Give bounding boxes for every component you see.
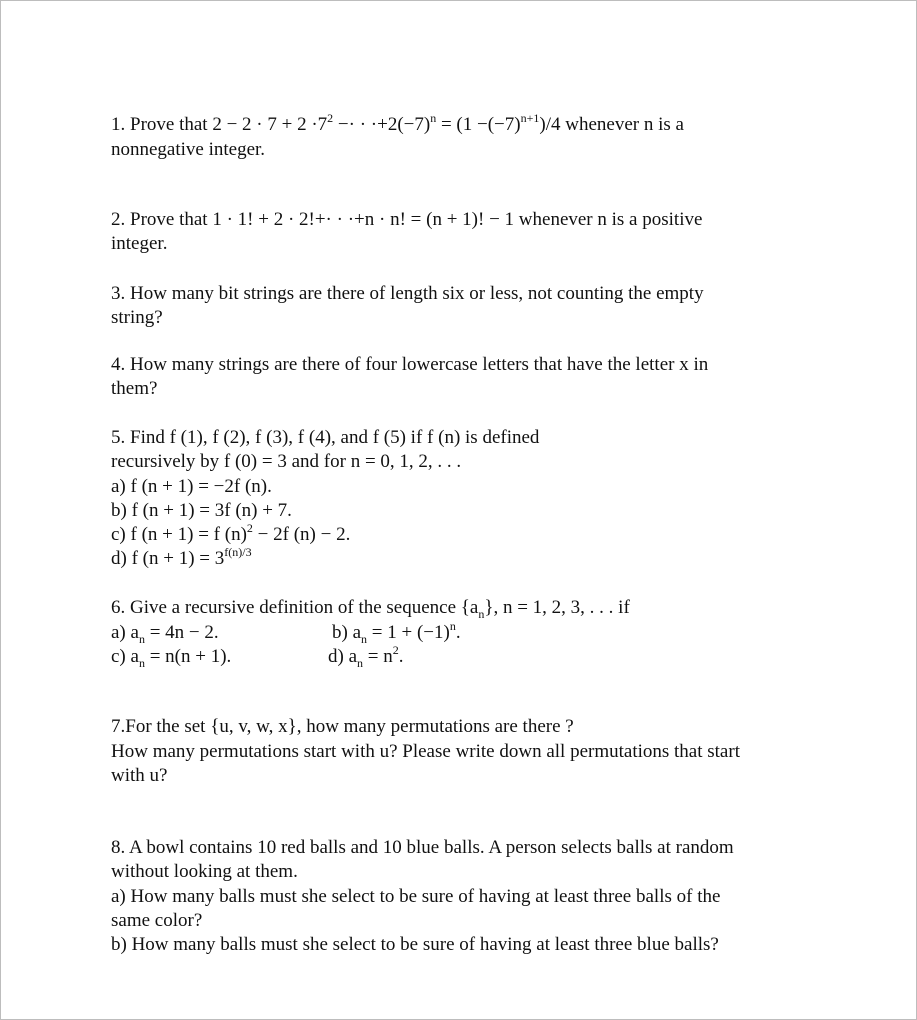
problem-8-part-a: a) How many balls must she select to be sure of having at least three balls of the [111,886,721,907]
problem-7-line-1: 7.For the set {u, v, w, x}, how many permutations are there ? [111,716,574,737]
problem-7-line-3: with u? [111,765,168,786]
problem-5-part-d: d) f $(n + 1) = 3^{f(n)/3}$ [111,544,252,569]
problem-3-line-1: 3. How many bit strings are there of length six or less, not counting the empty [111,283,704,304]
problem-8-line-2: without looking at them. [111,861,298,882]
problem-8-part-a-cont: same color? [111,910,203,931]
problem-1-line-1: 1. Prove that $2 - 2 \cdot 7 + 2 \cdot 7^2$ −· · $\cdot+2(-7)^n = (1 -(-7)^{n+1})/4$ whenever n is a [111,110,684,135]
problem-6-part-a: a) $a_n = 4n - 2$. [111,622,219,646]
problem-7-line-2: How many permutations start with u? Please write down all permutations that start [111,741,740,762]
problem-6-part-d: d) $a_n = n^2$. [328,642,404,670]
problem-5-part-a: a) f (n + 1) = −2f (n). [111,476,272,497]
problem-5-part-c: c) f (n + 1) = f $(n)^2 - 2f$ (n) − 2. [111,520,351,545]
problem-2-line-2: integer. [111,233,168,254]
problem-1-line-2: nonnegative integer. [111,139,266,160]
problem-8-part-b: b) How many balls must she select to be sure of having at least three blue balls? [111,934,719,955]
problem-2-line-1: 2. Prove that 1 · 1! + 2 · 2!+· · ·+n · n! = (n + 1)! − 1 whenever n is a positive [111,209,703,230]
problem-5-line-1: 5. Find f (1), f (2), f (3), f (4), and f (5) if f (n) is defined [111,427,540,448]
problem-6-line-1: 6. Give a recursive definition of the sequence $\{a_n\}$, n = 1, 2, 3, . . . if [111,597,630,621]
problem-4-line-2: them? [111,378,158,399]
problem-6-part-b: b) $a_n = 1 + (-1)^n$. [332,618,461,646]
problem-5-part-b: b) f (n + 1) = 3f (n) + 7. [111,500,292,521]
problem-8-line-1: 8. A bowl contains 10 red balls and 10 blue balls. A person selects balls at random [111,837,734,858]
problem-6-part-c: c) $a_n = n(n + 1)$. [111,646,232,670]
problem-4-line-1: 4. How many strings are there of four lowercase letters that have the letter x in [111,354,709,375]
problem-5-line-2: recursively by f (0) = 3 and for n = 0, 1, 2, . . . [111,451,462,472]
problem-3-line-2: string? [111,307,163,328]
